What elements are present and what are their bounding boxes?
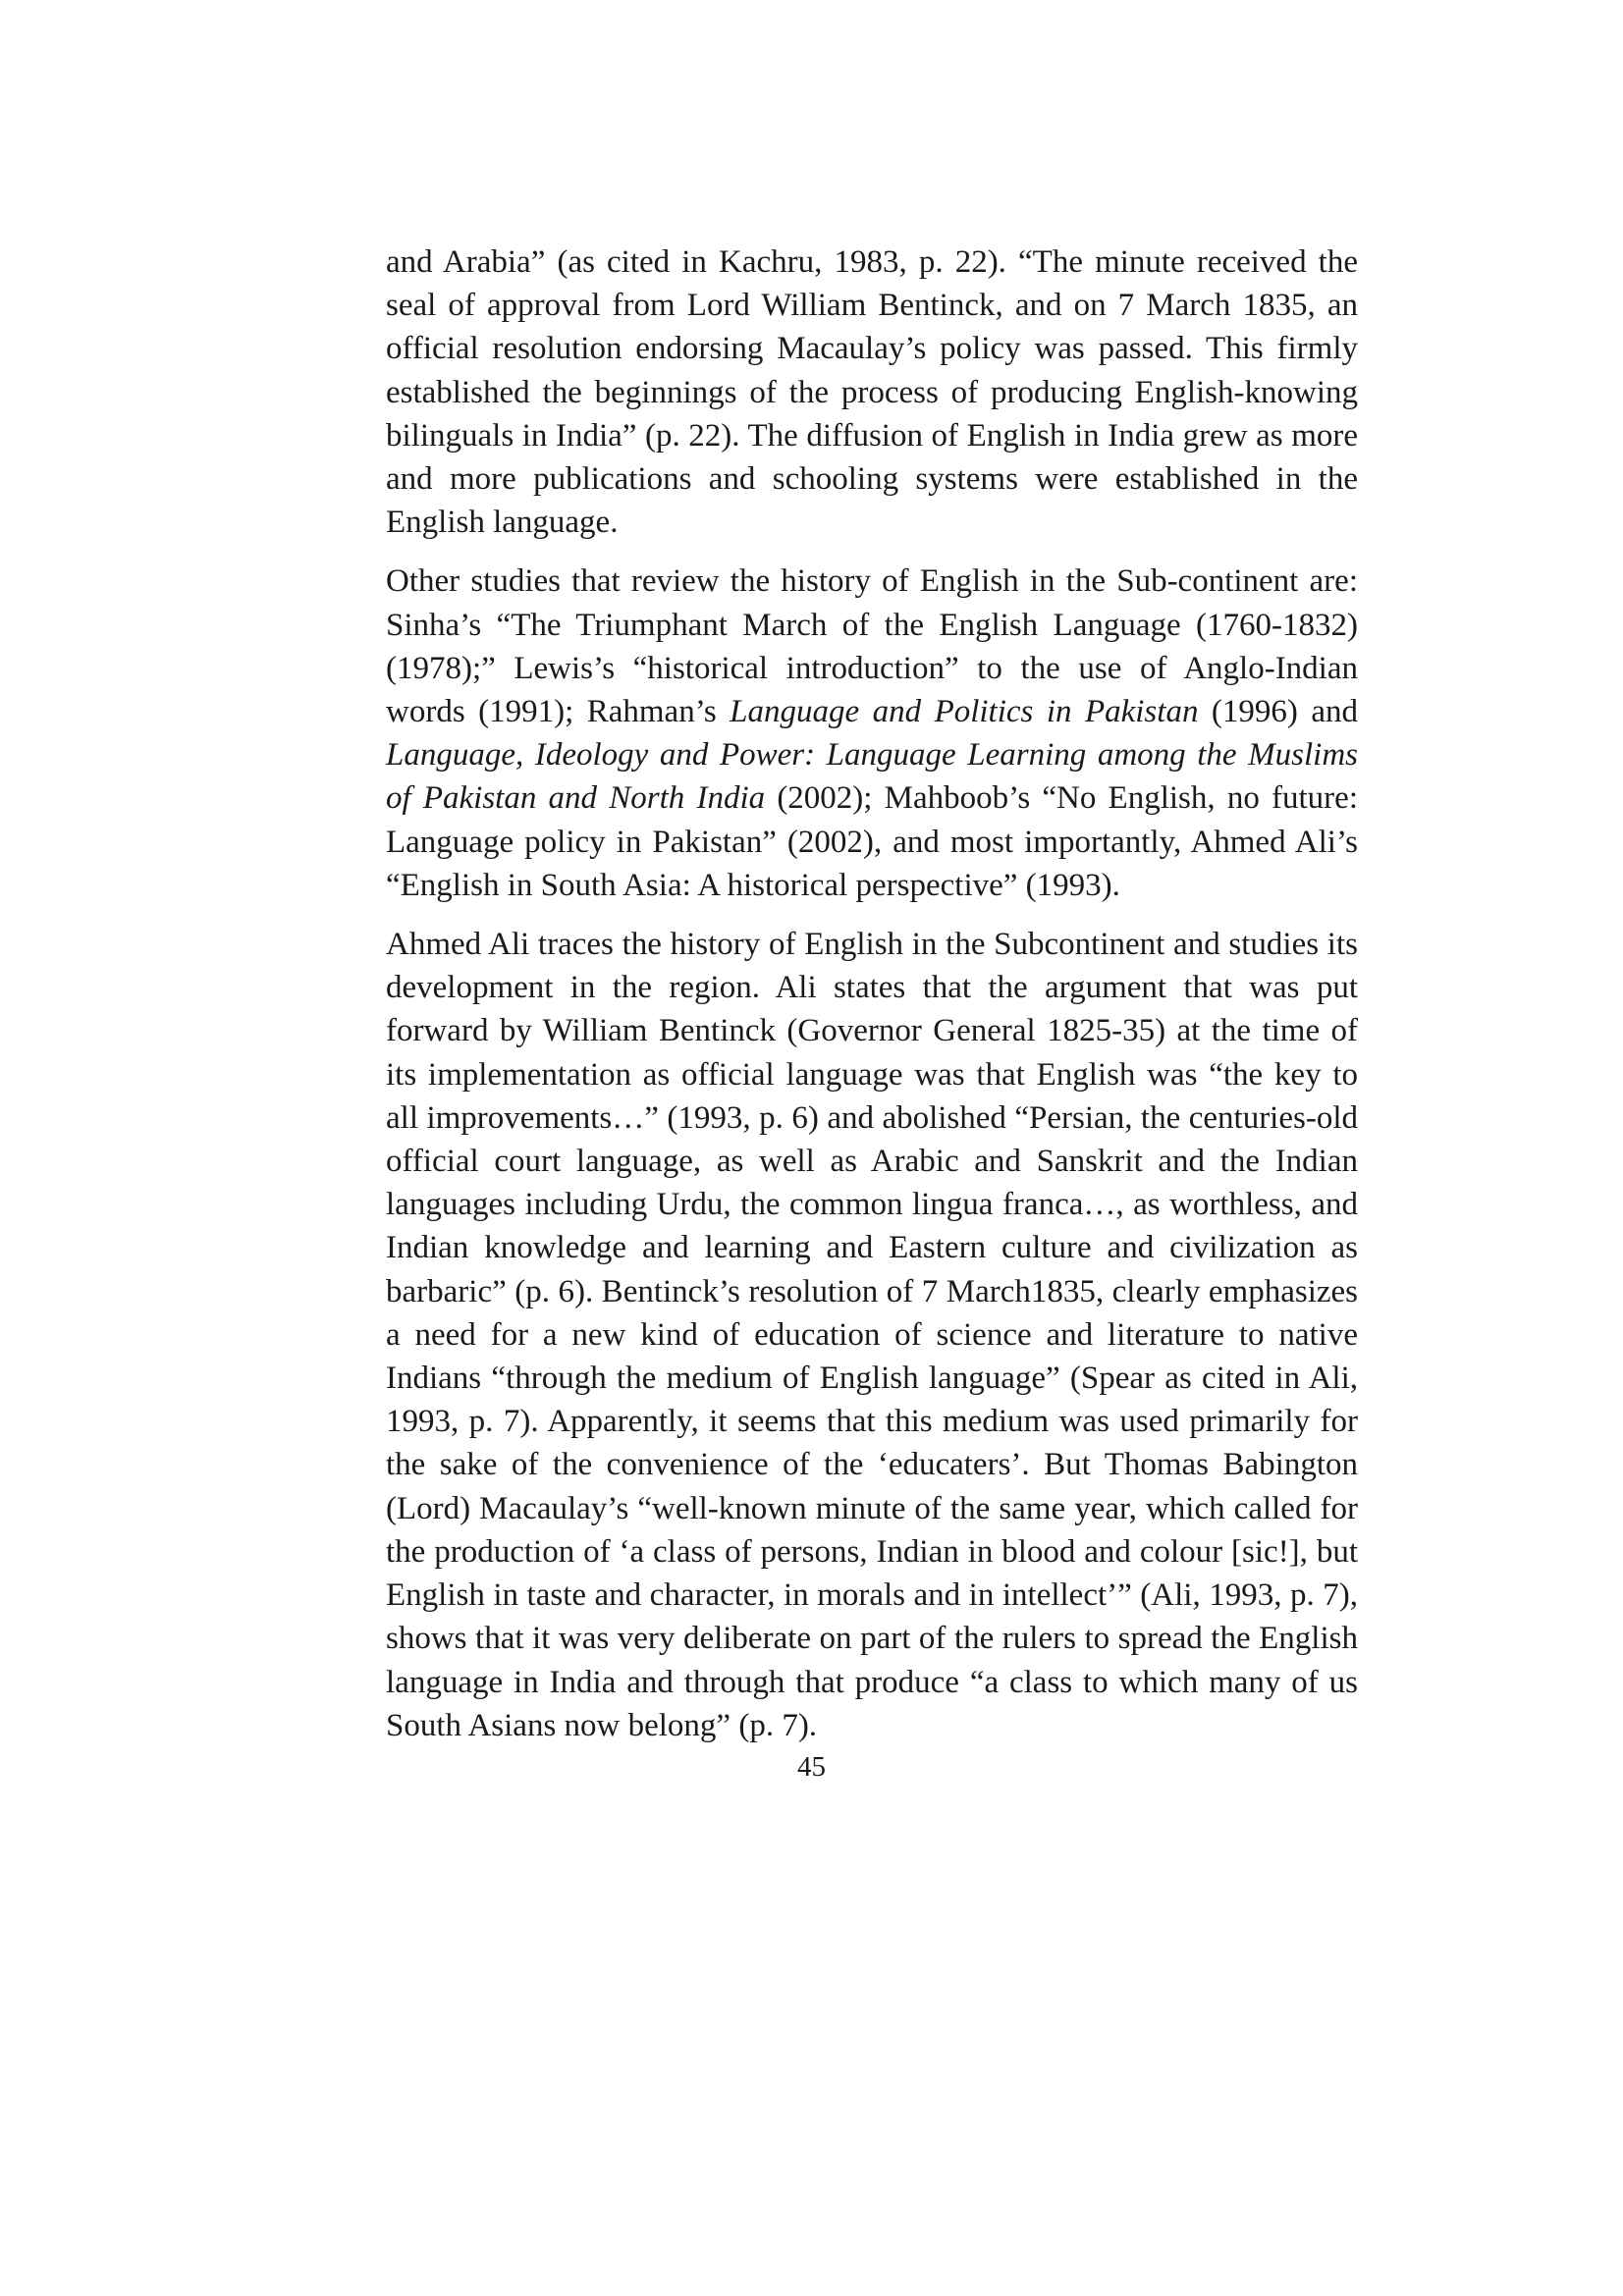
paragraph-3	[386, 923, 1358, 1747]
paragraph-1	[386, 240, 1358, 544]
paragraph-2-text-b: (1996) and	[1198, 694, 1358, 730]
page-number: 45	[797, 1751, 826, 1783]
paragraph-3-text: Ahmed Ali traces the history of English in the Subcontinent and studies its development in the region. Ali states that the argument that was put forward by William Bentinck (Governor General 1825-35) at the time of its implementation as official language was that English was “the key to all improvements…” (1993, p. 6) and abolished “Persian, the centuries-old official court language, as well as Arabic and Sanskrit and the Indian languages including Urdu, the common lingua franca…, as worthless, and Indian knowledge and learning and Eastern culture and civilization as barbaric” (p. 6). Bentinck’s resolution of 7 March1835, clearly emphasizes a need for a new kind of education of science and literature to native Indians “through the medium of English language” (Spear as cited in Ali, 1993, p. 7). Apparently, it seems that this medium was used primarily for the sake of the convenience of the ‘educaters’. But Thomas Babington (Lord) Macaulay’s “well-known minute of the same year, which called for the production of ‘a class of persons, Indian in blood and colour [sic!], but English in taste and character, in morals and in intellect’” (Ali, 1993, p. 7), shows that it was very deliberate on part of the rulers to spread the English language in India and through that produce “a class to which many of us South Asians now belong” (p. 7).	[386, 927, 1358, 1743]
paragraph-2-text-c: (2002); Mahboob’s “No English, no future: Language policy in Pakistan” (2002), and most importantly, Ahmed Ali’s “English in South Asia: A historical perspective” (1993).	[386, 780, 1358, 903]
paragraph-2-text-a: Other studies that review the history of English in the Sub-continent are: Sinha’s “The Triumphant March of the English Language (1760-1832) (1978);” Lewis’s “historical introduction” to the use of Anglo-Indian words (1991); Rahman’s	[386, 563, 1358, 730]
book-title-language-politics-pakistan: Language and Politics in Pakistan	[730, 694, 1199, 730]
body-text	[386, 240, 1358, 1747]
paragraph-1-text: and Arabia” (as cited in Kachru, 1983, p. 22). “The minute received the seal of approval from Lord William Bentinck, and on 7 March 1835, an official resolution endorsing Macaulay’s policy was passed. This firmly established the beginnings of the process of producing English-knowing bilinguals in India” (p. 22). The diffusion of English in India grew as more and more publications and schooling systems were established in the English language.	[386, 244, 1358, 541]
book-title-language-ideology-power: Language, Ideology and Power: Language Learning among the Muslims of Pakistan and North India	[386, 737, 1358, 817]
paragraph-2	[386, 560, 1358, 907]
